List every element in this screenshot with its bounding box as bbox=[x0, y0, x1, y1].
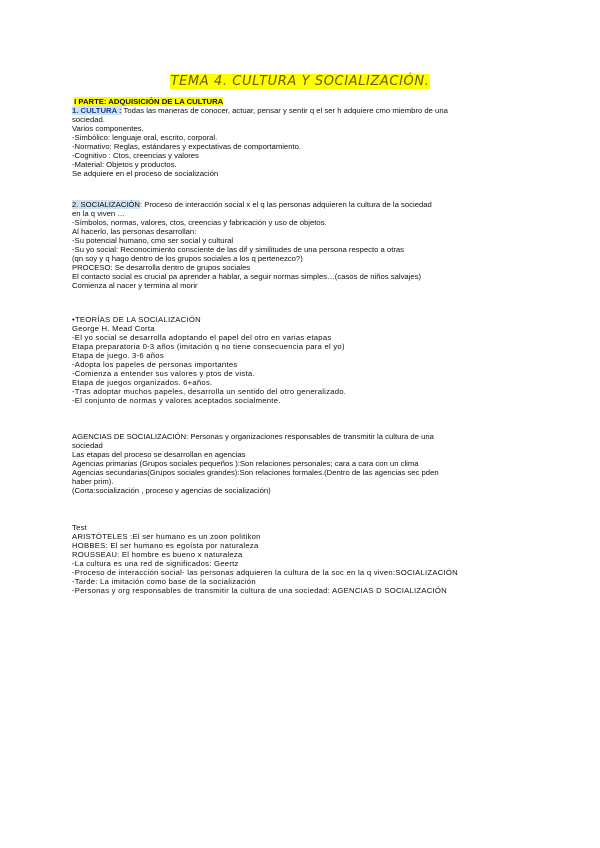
text-line: •TEORÍAS DE LA SOCIALIZACIÓN bbox=[72, 315, 201, 324]
section-teorias bbox=[72, 315, 532, 405]
text-line: -Tras adoptar muchos papeles, desarrolla un sentido del otro generalizado. bbox=[72, 387, 347, 396]
text-line: Las etapas del proceso se desarrollan en agencias bbox=[72, 450, 246, 459]
part-heading bbox=[72, 97, 532, 106]
socializacion-label: 2. SOCIALIZACIÓN bbox=[72, 200, 140, 209]
text-line: ROUSSEAU: El hombre es bueno x naturaleza bbox=[72, 550, 243, 559]
text-line: -Personas y org responsables de transmitir la cultura de una sociedad: AGENCIAS D SOCIALIZACIÓN bbox=[72, 586, 447, 595]
culture-text: Todas las maneras de conocer, actuar, pensar y sentir q el ser h adquiere cmo miembro de una bbox=[123, 106, 448, 115]
culture-definition-cont: sociedad. bbox=[72, 115, 105, 124]
text-line: Etapa de juegos organizados. 6+años. bbox=[72, 378, 213, 387]
section-cultura bbox=[72, 97, 532, 178]
culture-label: 1. CULTURA : bbox=[72, 106, 122, 115]
text-line: PROCESO: Se desarrolla dentro de grupos sociales bbox=[72, 263, 251, 272]
text-line: Varios componentes. bbox=[72, 124, 144, 133]
text-line: -Símbolos, normas, valores, ctos, creencias y fabricación y uso de objetos. bbox=[72, 218, 327, 227]
text-line: -Adopta los papeles de personas importantes bbox=[72, 360, 238, 369]
text-line: (qn soy y q hago dentro de los grupos sociales a los q pertenezco?) bbox=[72, 254, 303, 263]
text-line: -La cultura es una red de significados: Geertz bbox=[72, 559, 239, 568]
text-line: -Simbólico: lenguaje oral, escrito, corporal. bbox=[72, 133, 218, 142]
text-line: -Cognitivo : Ctos, creencias y valores bbox=[72, 151, 199, 160]
text-line: -Proceso de interacción social- las personas adquieren la cultura de la soc en la q viven:SOCIALIZACIÓN bbox=[72, 568, 458, 577]
socializacion-definition-cont: en la q viven … bbox=[72, 209, 125, 218]
text-line: Agencias primarias (Grupos sociales pequeños ):Son relaciones personales; cara a cara con un clima bbox=[72, 459, 419, 468]
text-line: (Corta:socialización , proceso y agencias de socialización) bbox=[72, 486, 271, 495]
section-agencias bbox=[72, 432, 532, 495]
text-line: Etapa preparatoria 0-3 años (imitación q no tiene consecuencia para el yo) bbox=[72, 342, 345, 351]
text-line: ARISTÓTELES :El ser humano es un zoon politikon bbox=[72, 532, 261, 541]
text-line: -Tarde: La imitación como base de la socialización bbox=[72, 577, 256, 586]
text-line: -Su potencial humano, cmo ser social y cultural bbox=[72, 236, 234, 245]
text-line: -El yo social se desarrolla adoptando el papel del otro en varias etapas bbox=[72, 333, 332, 342]
text-line: George H. Mead Corta bbox=[72, 324, 155, 333]
culture-definition bbox=[72, 106, 532, 115]
text-line: -Comienza a entender sus valores y ptos de vista. bbox=[72, 369, 255, 378]
part-heading-text: I PARTE: ADQUISICIÓN DE LA CULTURA bbox=[74, 97, 224, 106]
text-line: Agencias secundarias(Grupos sociales grandes):Son relaciones formales.(Dentro de las agencias sec pden bbox=[72, 468, 439, 477]
text-line: Comienza al nacer y termina al morir bbox=[72, 281, 198, 290]
text-line: Etapa de juego. 3-6 años bbox=[72, 351, 164, 360]
section-socializacion bbox=[72, 200, 532, 290]
socializacion-definition bbox=[72, 200, 532, 209]
text-line: Al hacerlo, las personas desarrollan: bbox=[72, 227, 197, 236]
text-line: -Normativo: Reglas, estándares y expectativas de comportamiento. bbox=[72, 142, 302, 151]
text-line: El contacto social es crucial pa aprender a hablar, a seguir normas simples…(casos de niños salvajes) bbox=[72, 272, 422, 281]
text-line: Test bbox=[72, 523, 88, 532]
text-line: sociedad bbox=[72, 441, 103, 450]
text-line: HOBBES: El ser humano es egoísta por naturaleza bbox=[72, 541, 259, 550]
text-line: haber prim). bbox=[72, 477, 114, 486]
text-line: -El conjunto de normas y valores aceptados socialmente. bbox=[72, 396, 281, 405]
text-line: Se adquiere en el proceso de socialización bbox=[72, 169, 219, 178]
socializacion-text: : Proceso de interacción social x el q las personas adquieren la cultura de la sociedad bbox=[139, 200, 432, 209]
text-line: -Material: Objetos y productos. bbox=[72, 160, 177, 169]
section-test bbox=[72, 523, 532, 595]
title-wrapper bbox=[0, 72, 600, 90]
text-line: AGENCIAS DE SOCIALIZACIÓN: Personas y organizaciones responsables de transmitir la cultura de una bbox=[72, 432, 434, 441]
text-line: -Su yo social: Reconocimiento consciente de las dif y similitudes de una persona respecto a otras bbox=[72, 245, 405, 254]
page-title: TEMA 4. CULTURA Y SOCIALIZACIÓN. bbox=[170, 74, 430, 89]
